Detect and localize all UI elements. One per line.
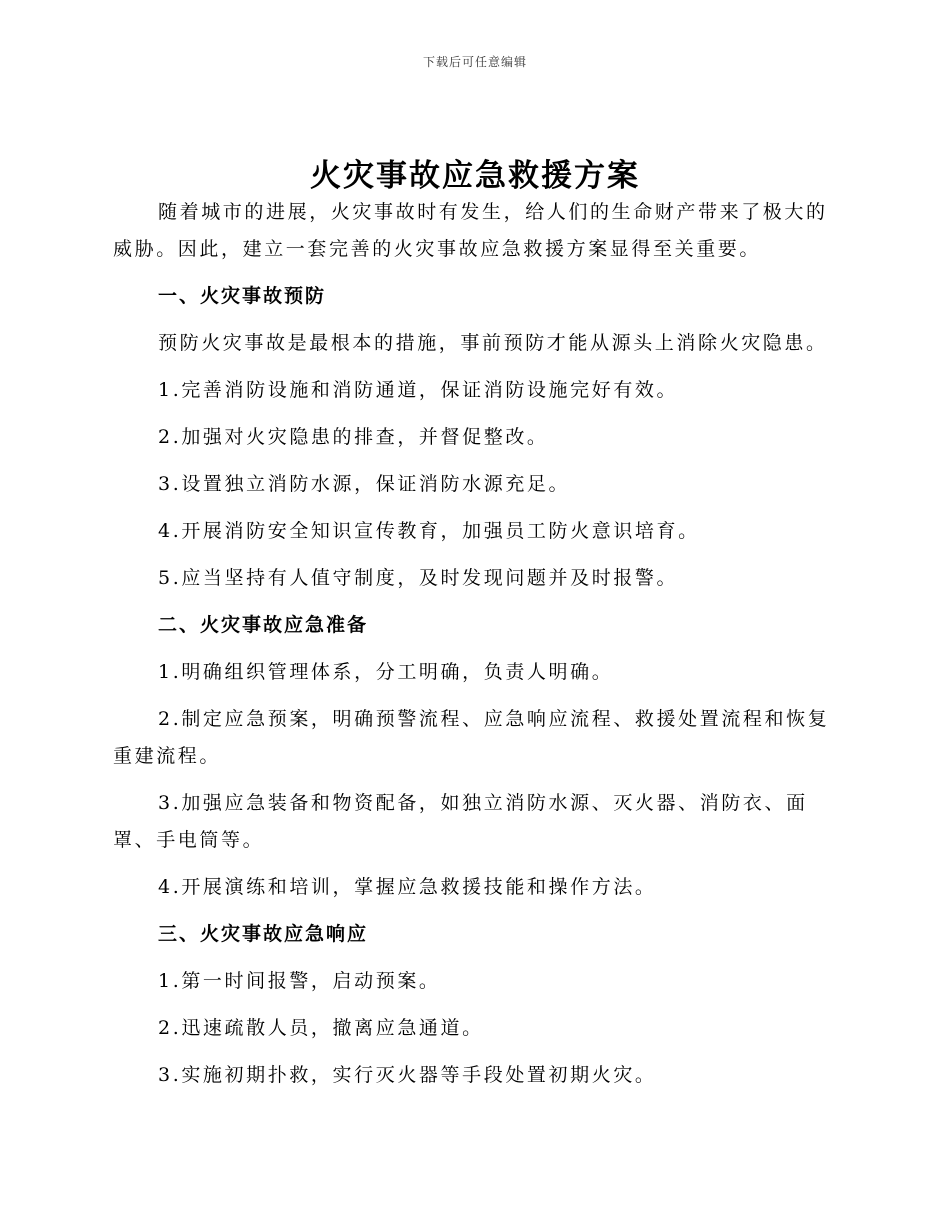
page-header: 下载后可任意编辑	[422, 55, 527, 69]
section-heading: 一、火灾事故预防	[158, 285, 327, 307]
section-paragraph: 2.加强对火灾隐患的排查，并督促整改。	[158, 426, 549, 448]
section-heading: 三、火灾事故应急响应	[158, 923, 369, 945]
section-paragraph: 4.开展演练和培训，掌握应急救援技能和操作方法。	[158, 876, 657, 898]
document-title: 火灾事故应急救援方案	[310, 158, 640, 194]
intro-paragraph: 随着城市的进展，火灾事故时有发生，给人们的生命财产带来了极大的威胁。因此，建立一套完善的火灾事故应急救援方案显得至关重要。	[113, 201, 828, 260]
section-paragraph: 3.实施初期扑救，实行灭火器等手段处置初期火灾。	[158, 1064, 657, 1086]
section-paragraph: 5.应当坚持有人值守制度，及时发现问题并及时报警。	[158, 567, 679, 589]
section-paragraph: 3.加强应急装备和物资配备，如独立消防水源、灭火器、消防衣、面罩、手电筒等。	[113, 792, 808, 851]
section-paragraph: 1.第一时间报警，启动预案。	[158, 970, 441, 992]
section-paragraph: 3.设置独立消防水源，保证消防水源充足。	[158, 473, 571, 495]
section-paragraph: 4.开展消防安全知识宣传教育，加强员工防火意识培育。	[158, 520, 700, 542]
section-paragraph: 2.迅速疏散人员，撤离应急通道。	[158, 1017, 484, 1039]
section-paragraph: 预防火灾事故是最根本的措施，事前预防才能从源头上消除火灾隐患。	[158, 332, 828, 354]
document-body	[113, 194, 833, 1104]
section-heading: 二、火灾事故应急准备	[158, 614, 369, 636]
section-paragraph: 2.制定应急预案，明确预警流程、应急响应流程、救援处置流程和恢复重建流程。	[113, 708, 830, 767]
section-paragraph: 1.明确组织管理体系，分工明确，负责人明确。	[158, 661, 614, 683]
section-paragraph: 1.完善消防设施和消防通道，保证消防设施完好有效。	[158, 379, 679, 401]
